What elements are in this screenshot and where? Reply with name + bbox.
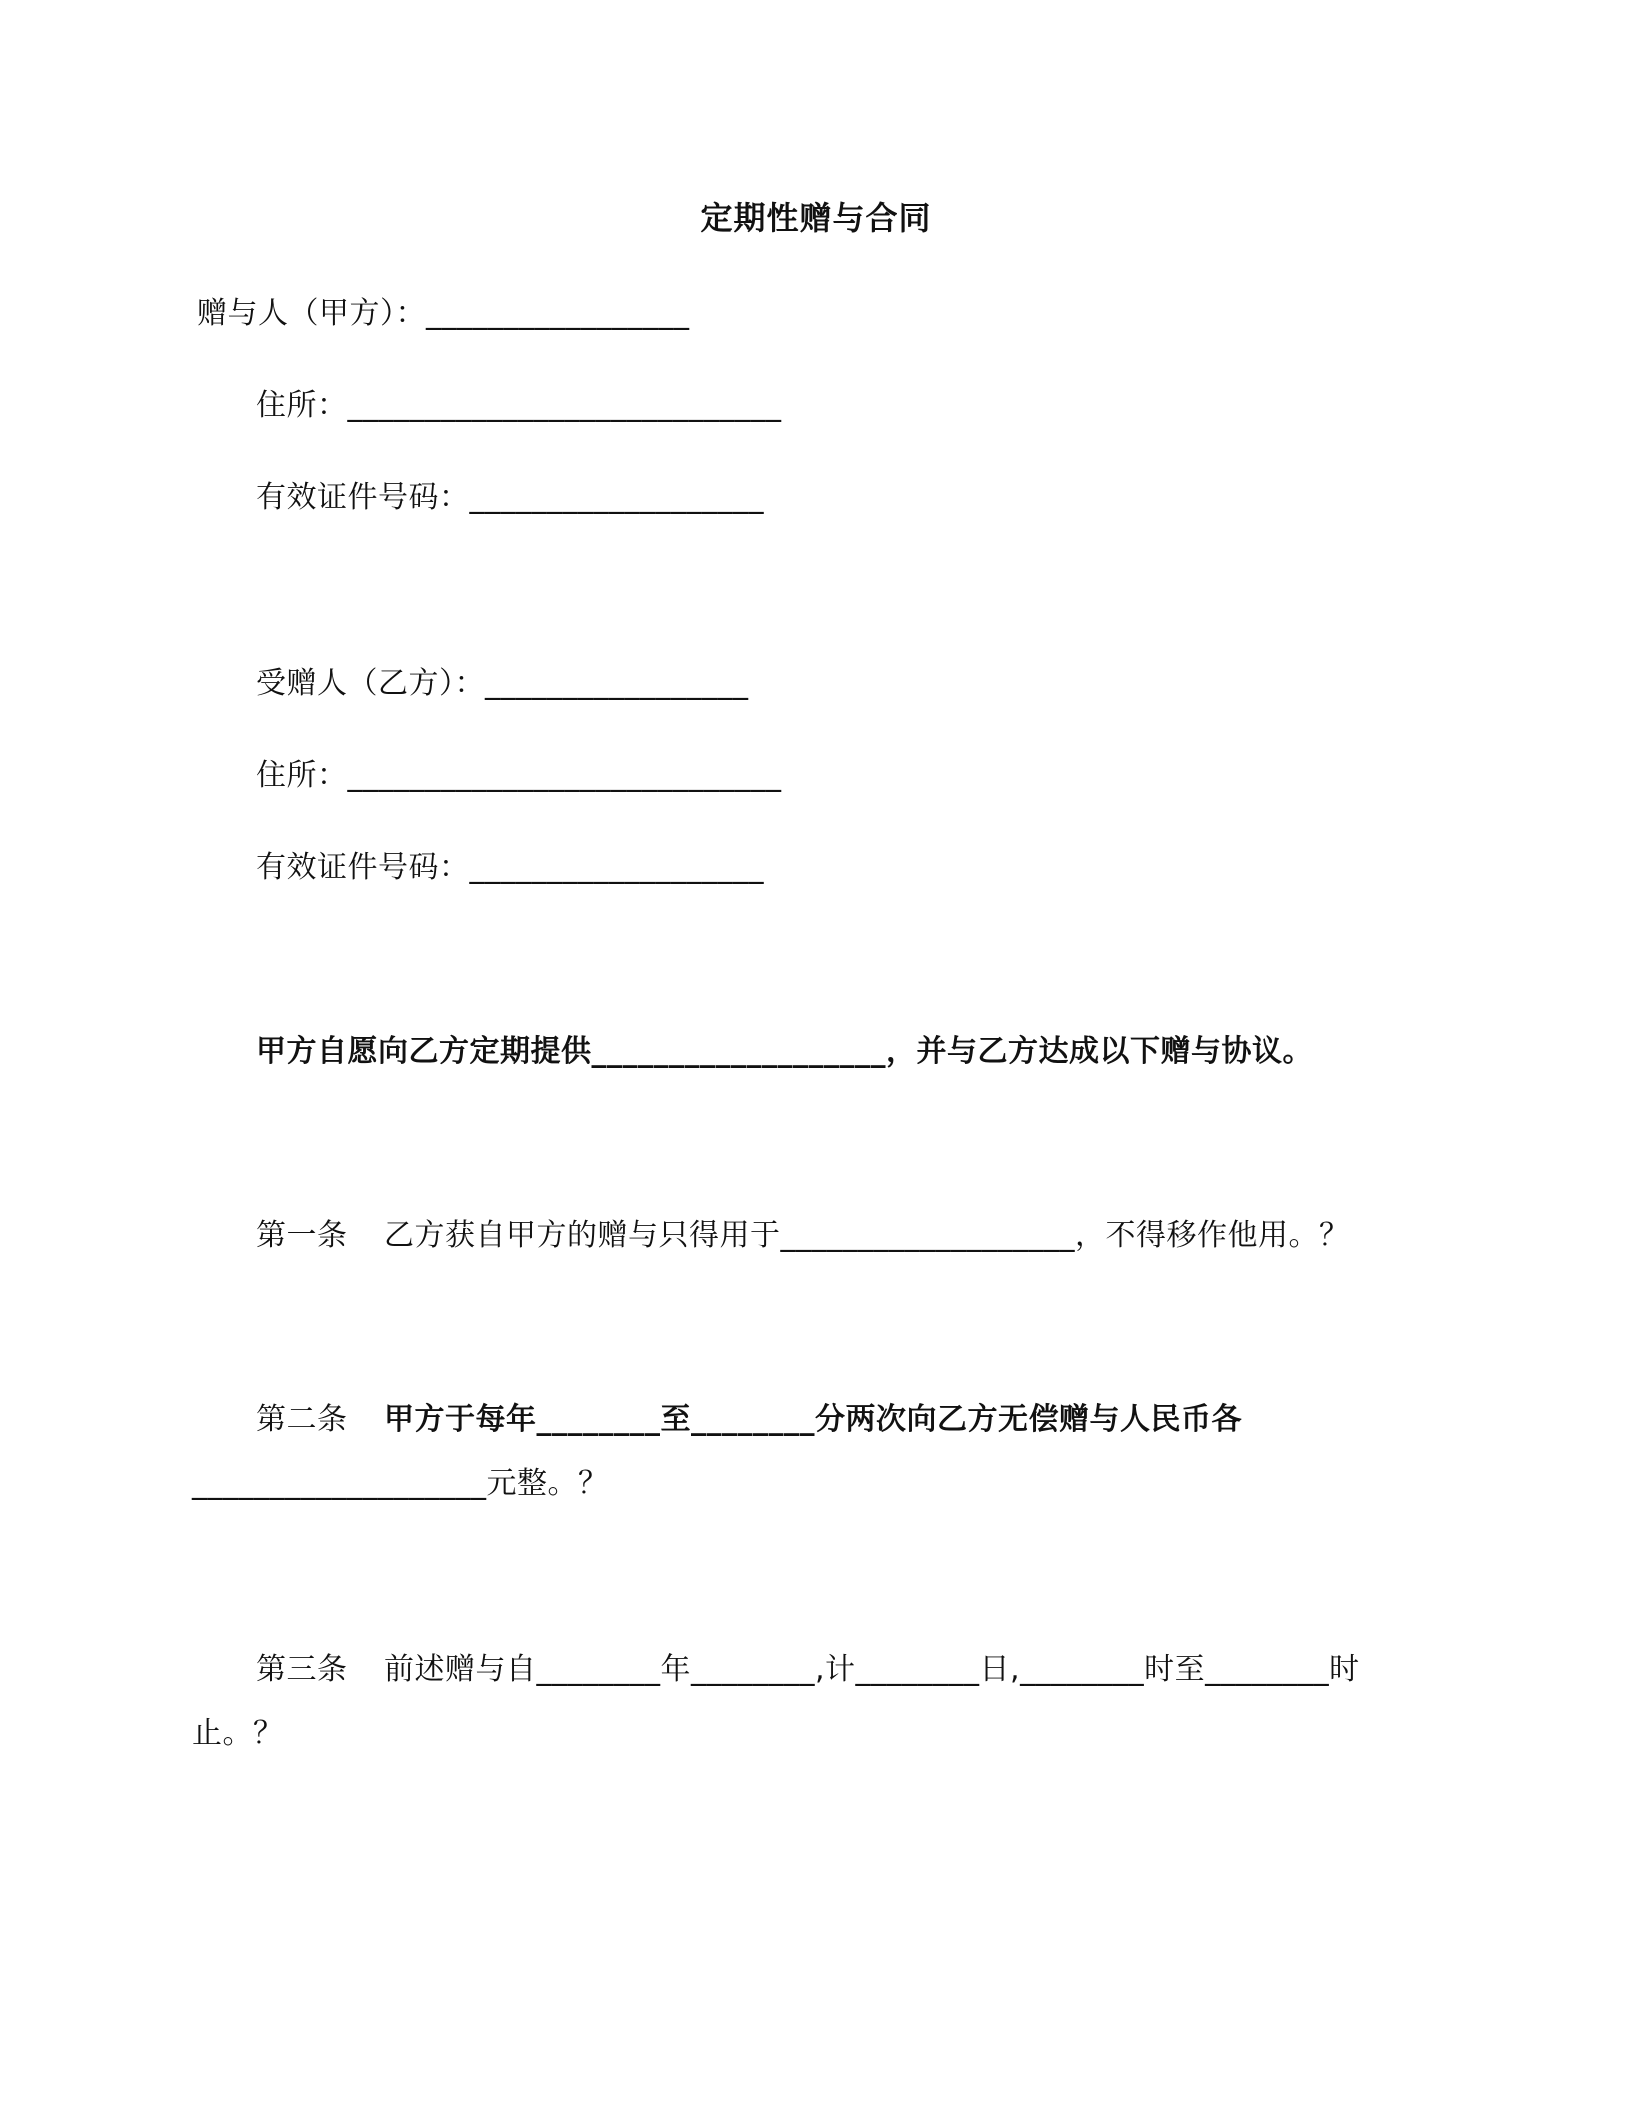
clause-1-label: 第一条 [256, 1218, 348, 1253]
donee-name-line: 受赠人（乙方）：_________________ [256, 666, 749, 701]
clause-3-continuation: 止。？ [192, 1716, 284, 1751]
preamble-paragraph: 甲方自愿向乙方定期提供___________________，并与乙方达成以下赠与协议。 [256, 1034, 1313, 1069]
clause-2 [256, 1400, 1242, 1440]
document-title: 定期性赠与合同 [700, 199, 932, 237]
donor-address-line: 住所：____________________________ [256, 388, 782, 423]
donor-name-line: 赠与人（甲方）：_________________ [197, 296, 690, 331]
clause-3-text: 前述赠与自________年________,计________日,________时至________时 [384, 1652, 1360, 1687]
donor-id-line: 有效证件号码：___________________ [256, 480, 764, 515]
clause-1-text: 乙方获自甲方的赠与只得用于___________________，不得移作他用。？ [384, 1218, 1350, 1253]
clause-2-label: 第二条 [256, 1402, 348, 1437]
clause-2-text: 甲方于每年________至________分两次向乙方无偿赠与人民币各 [384, 1402, 1242, 1437]
clause-2-continuation: ___________________元整。？ [192, 1466, 609, 1501]
clause-3-label: 第三条 [256, 1652, 348, 1687]
clause-1 [256, 1216, 1350, 1256]
donee-id-line: 有效证件号码：___________________ [256, 850, 764, 885]
donee-address-line: 住所：____________________________ [256, 758, 782, 793]
clause-3 [256, 1650, 1360, 1690]
